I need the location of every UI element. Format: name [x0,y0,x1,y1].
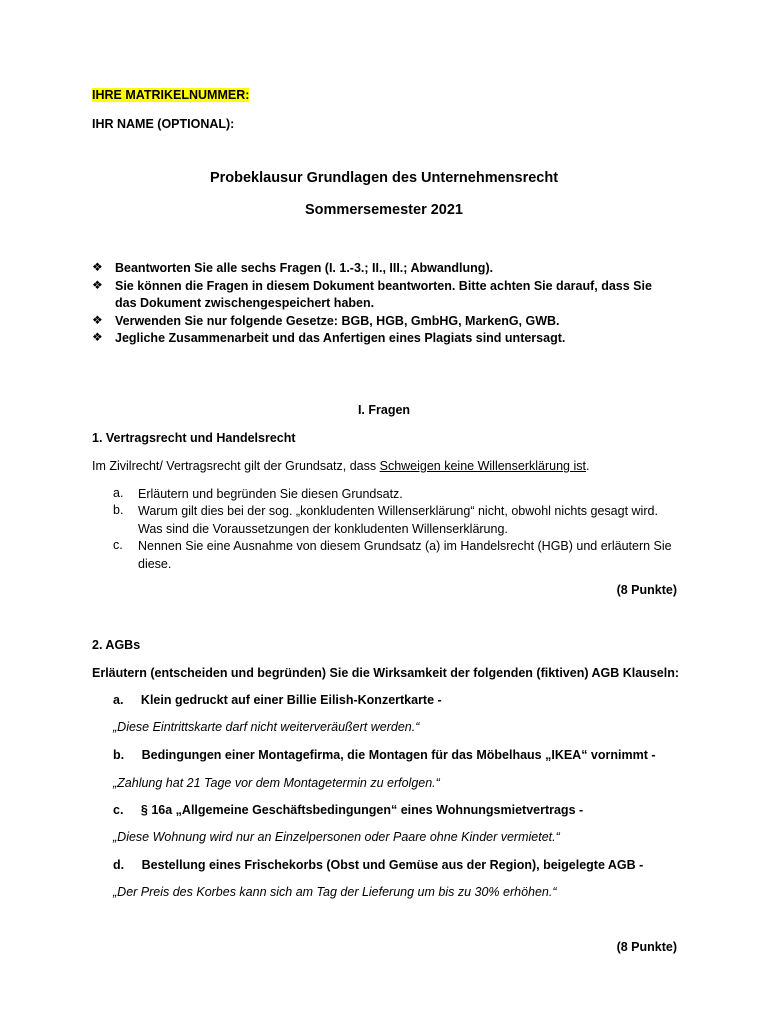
exam-title: Probeklausur Grundlagen des Unternehmensrecht [209,170,559,186]
matrikel-label [92,88,249,102]
item-text: Erläutern und begründen Sie diesen Grundsatz. [138,487,403,501]
bullet-icon: ❖ [92,260,103,274]
subsection-heading: 1. Vertragsrecht und Handelsrecht [92,431,296,445]
item-text: Nennen Sie eine Ausnahme von diesem Grundsatz (a) im Handelsrecht (HGB) und erläutern Sie diese. [138,539,672,571]
instruction-text: Beantworten Sie alle sechs Fragen (I. 1.-3.; II., III.; Abwandlung). [115,261,494,275]
bullet-icon: ❖ [92,330,103,344]
intro-underlined: Schweigen keine Willenserklärung ist [379,459,586,473]
item-marker: a. [113,486,124,500]
instruction-text: Sie können die Fragen in diesem Dokument beantworten. Bitte achten Sie darauf, dass Sie das Dokument zwischengespeichert haben. [115,279,652,310]
matrikel-label-text: IHRE MATRIKELNUMMER: [92,88,250,102]
item-text: Klein gedruckt auf einer Billie Eilish-Konzertkarte - [140,693,442,707]
subsection-heading: 2. AGBs [92,638,141,652]
item-text: Bestellung eines Frischekorbs (Obst und Gemüse aus der Region), beigelegte AGB - [141,858,644,872]
intro-prefix: Im Zivilrecht/ Vertragsrecht gilt der Grundsatz, dass [92,459,380,473]
item-marker: c. [113,803,124,817]
section1-intro [92,459,589,473]
instruction-item [92,260,692,277]
item-marker: b. [113,503,124,517]
clause-quote: „Zahlung hat 21 Tage vor dem Montagetermin zu erfolgen.“ [113,776,440,790]
clause-item [113,803,583,817]
name-label: IHR NAME (OPTIONAL): [92,117,235,131]
item-text: Bedingungen einer Montagefirma, die Montagen für das Möbelhaus „IKEA“ vornimmt - [141,748,656,762]
section-heading: I. Fragen [357,403,411,417]
item-marker: b. [113,748,125,762]
instruction-item [92,330,692,347]
clause-item [113,858,643,872]
instruction-item [92,278,692,312]
section2-intro: Erläutern (entscheiden und begründen) Sie die Wirksamkeit der folgenden (fiktiven) AGB Klauseln: [92,666,680,680]
item-marker: c. [113,538,123,552]
clause-quote: „Diese Eintrittskarte darf nicht weiterveräußert werden.“ [113,720,420,734]
instruction-text: Jegliche Zusammenarbeit und das Anfertigen eines Plagiats sind untersagt. [115,331,566,345]
points-label: (8 Punkte) [616,583,677,597]
instruction-item [92,313,692,330]
item-text: § 16a „Allgemeine Geschäftsbedingungen“ eines Wohnungsmietvertrags - [140,803,584,817]
item-marker: d. [113,858,125,872]
item-text: Warum gilt dies bei der sog. „konkludenten Willenserklärung“ nicht, obwohl nichts gesagt wird. Was sind die Voraussetzungen der konkludenten Willenserklärung. [138,504,658,536]
instruction-text: Verwenden Sie nur folgende Gesetze: BGB, HGB, GmbHG, MarkenG, GWB. [115,314,560,328]
clause-item [113,693,442,707]
item-marker: a. [113,693,124,707]
clause-quote: „Diese Wohnung wird nur an Einzelpersonen oder Paare ohne Kinder vermietet.“ [113,830,560,844]
intro-suffix: . [585,459,590,473]
points-label: (8 Punkte) [616,940,677,954]
bullet-icon: ❖ [92,313,103,327]
clause-quote: „Der Preis des Korbes kann sich am Tag der Lieferung um bis zu 30% erhöhen.“ [113,885,557,899]
bullet-icon: ❖ [92,278,103,292]
semester-title: Sommersemester 2021 [305,202,463,218]
clause-item [113,748,656,762]
